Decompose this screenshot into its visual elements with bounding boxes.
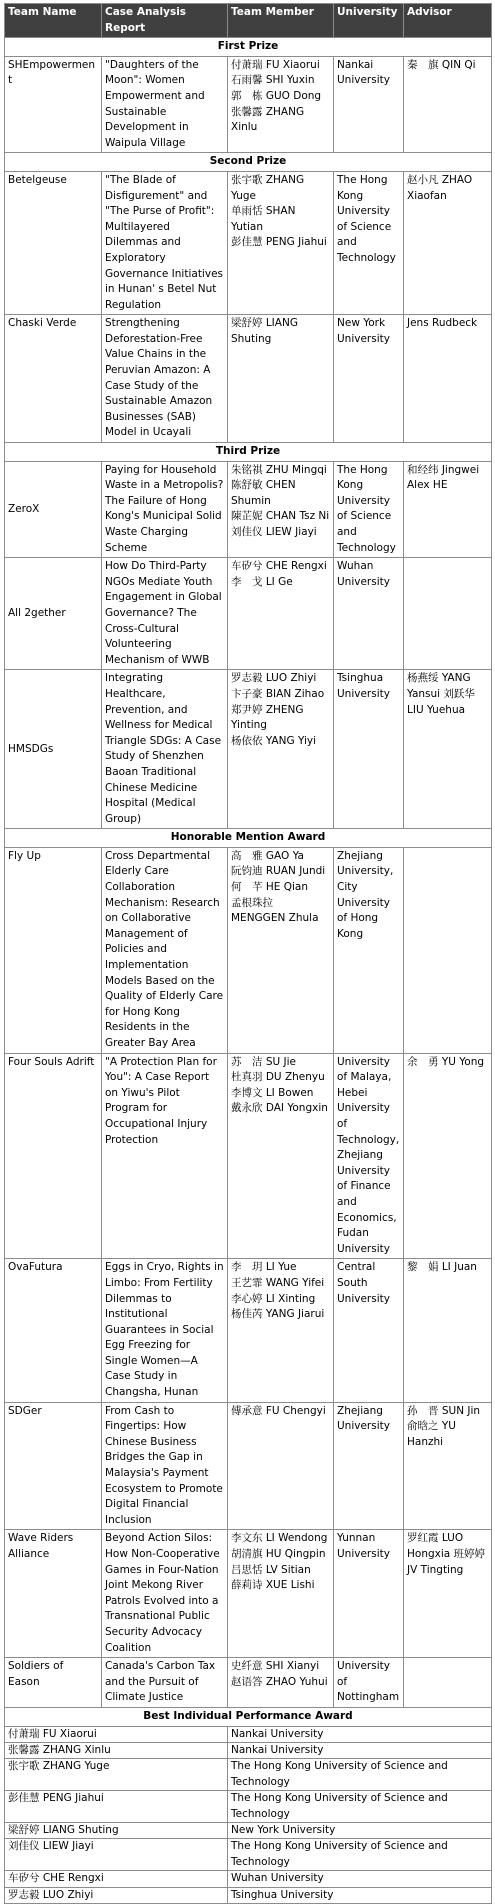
team-name-cell: ZeroX <box>5 461 102 558</box>
case-report-cell: "Daughters of the Moon": Women Empowerment and Sustainable Development in Waipula Village <box>102 56 228 153</box>
team-name-cell: Soldiers of Eason <box>5 1658 102 1708</box>
team-member: 吕思恬 LV Sitian <box>231 1563 311 1576</box>
table-row <box>5 670 492 829</box>
university-cell: Nankai University <box>334 56 404 153</box>
team-member: 陳芷妮 CHAN Tsz Ni <box>231 510 330 523</box>
header-advisor: Advisor <box>404 4 492 38</box>
header-case-report: Case Analysis Report <box>102 4 228 38</box>
advisor-cell: Jens Rudbeck <box>404 315 492 443</box>
team-member: 李博文 LI Bowen <box>231 1086 314 1099</box>
awardee-university-cell: Tsinghua University <box>228 1887 492 1903</box>
case-report-cell: Paying for Household Waste in a Metropolis? The Failure of Hong Kong's Municipal Solid Waste Charging Scheme <box>102 461 228 558</box>
awardee-name-cell: 梁舒婷 LIANG Shuting <box>5 1822 228 1838</box>
header-university: University <box>334 4 404 38</box>
team-member-cell <box>228 558 334 670</box>
university-cell: Central South University <box>334 1259 404 1402</box>
header-team-member: Team Member <box>228 4 334 38</box>
case-report-cell: From Cash to Fingertips: How Chinese Business Bridges the Gap in Malaysia's Payment Ecosystem to Promote Digital Financial Inclusion <box>102 1402 228 1530</box>
case-report-cell: "The Blade of Disfigurement" and "The Purse of Profit": Multilayered Dilemmas and Exploratory Governance Initiatives in Hunan' s Betel Nut Regulation <box>102 171 228 314</box>
team-member: 张馨露 ZHANG Xinlu <box>231 105 305 134</box>
awardee-name-cell: 车矽兮 CHE Rengxi <box>5 1871 228 1887</box>
table-row <box>5 1259 492 1402</box>
team-member-cell <box>228 1658 334 1708</box>
team-member: 梁舒婷 LIANG Shuting <box>231 317 298 345</box>
case-report-cell: "A Protection Plan for You": A Case Report on Yiwu's Pilot Program for Occupational Injury Protection <box>102 1053 228 1259</box>
team-member: 单雨恬 SHAN Yutian <box>231 205 296 233</box>
team-name-cell: OvaFutura <box>5 1259 102 1402</box>
awardee-university-cell: Nankai University <box>228 1726 492 1742</box>
team-member: 王艺霏 WANG Yifei <box>231 1276 325 1289</box>
awardee-university-cell: The Hong Kong University of Science and Technology <box>228 1791 492 1823</box>
team-member-cell <box>228 56 334 153</box>
awardee-name-cell: 张宇歌 ZHANG Yuge <box>5 1759 228 1791</box>
team-member: 胡清旗 HU Qingpin <box>231 1548 326 1560</box>
university-cell: Tsinghua University <box>334 670 404 829</box>
advisor-cell <box>404 558 492 670</box>
awardee-university-cell: The Hong Kong University of Science and Technology <box>228 1759 492 1791</box>
table-row <box>5 558 492 670</box>
team-member-cell <box>228 315 334 443</box>
team-member-cell <box>228 1053 334 1259</box>
team-member: 杨依依 YANG Yiyi <box>231 734 317 747</box>
team-member: 薛莉诗 XUE Lishi <box>231 1579 315 1592</box>
team-member: 付萧瑞 FU Xiaorui <box>231 58 320 71</box>
table-row <box>5 315 492 443</box>
individual-award-row <box>5 1742 492 1758</box>
team-member: 罗志毅 LUO Zhiyi <box>231 672 317 685</box>
section-heading-row <box>5 829 492 848</box>
team-member: 郭 栋 GUO Dong <box>231 89 322 102</box>
team-member: 戴永欣 DAI Yongxin <box>231 1102 328 1115</box>
team-member: 石雨馨 SHI Yuxin <box>231 74 315 87</box>
team-member-cell <box>228 1402 334 1530</box>
team-name-cell: Chaski Verde <box>5 315 102 443</box>
table-row <box>5 56 492 153</box>
team-member: 刘佳仪 LIEW Jiayi <box>231 526 317 538</box>
team-member-cell <box>228 670 334 829</box>
table-row <box>5 1658 492 1708</box>
case-report-cell: Cross Departmental Elderly Care Collaboration Mechanism: Research on Collaborative Management of Policies and Implementation Models Based on the Quality of Elderly Care for Hong Kong Residents in the Greater Bay Area <box>102 847 228 1053</box>
case-report-cell: Strengthening Deforestation-Free Value Chains in the Peruvian Amazon: A Case Study of the Sustainable Amazon Businesses (SAB) Model in Ucayali <box>102 315 228 443</box>
university-cell: University of Malaya, Hebei University of Technology, Zhejiang University of Finance and Economics, Fudan University <box>334 1053 404 1259</box>
advisor-cell: 赵小凡 ZHAO Xiaofan <box>404 171 492 314</box>
case-report-cell: Eggs in Cryo, Rights in Limbo: From Fertility Dilemmas to Institutional Guarantees in Social Egg Freezing for Single Women—A Case Study in Changsha, Hunan <box>102 1259 228 1402</box>
team-member: 陈舒敏 CHEN Shumin <box>231 479 296 507</box>
team-member: 孟根珠拉 MENGGEN Zhula <box>231 896 319 925</box>
university-cell: New York University <box>334 315 404 443</box>
advisor-cell <box>404 1658 492 1708</box>
advisor-cell: 和经纬 Jingwei Alex HE <box>404 461 492 558</box>
section-title: Best Individual Performance Award <box>5 1707 492 1726</box>
team-member: 史纤意 SHI Xianyi <box>231 1660 320 1673</box>
team-name-cell: Fly Up <box>5 847 102 1053</box>
advisor-cell: 孙 晋 SUN Jin 俞晗之 YU Hanzhi <box>404 1402 492 1530</box>
team-member: 李心婷 LI Xinting <box>231 1292 316 1305</box>
team-member: 朱铭祺 ZHU Mingqi <box>231 463 327 476</box>
team-name-cell: SDGer <box>5 1402 102 1530</box>
awardee-name-cell: 罗志毅 LUO Zhiyi <box>5 1887 228 1903</box>
awardee-university-cell: Nankai University <box>228 1742 492 1758</box>
advisor-cell: 余 勇 YU Yong <box>404 1053 492 1259</box>
table-body <box>5 38 492 1904</box>
team-member-cell <box>228 847 334 1053</box>
team-member: 阮钧迪 RUAN Jundi <box>231 865 326 878</box>
team-member-cell <box>228 1530 334 1658</box>
team-member: 何 芊 HE Qian <box>231 881 308 894</box>
team-name-cell: Four Souls Adrift <box>5 1053 102 1259</box>
team-member: 李 玥 LI Yue <box>231 1261 297 1274</box>
case-report-cell: Integrating Healthcare, Prevention, and Wellness for Medical Triangle SDGs: A Case Study of Shenzhen Baoan Traditional Chinese Medicine Hospital (Medical Group) <box>102 670 228 829</box>
university-cell: Yunnan University <box>334 1530 404 1658</box>
team-member: 张宇歌 ZHANG Yuge <box>231 173 305 202</box>
case-report-cell: How Do Third-Party NGOs Mediate Youth Engagement in Global Governance? The Cross-Cultural Volunteering Mechanism of WWB <box>102 558 228 670</box>
awardee-name-cell: 张馨露 ZHANG Xinlu <box>5 1742 228 1758</box>
team-member: 赵语答 ZHAO Yuhui <box>231 1675 328 1688</box>
university-cell: Wuhan University <box>334 558 404 670</box>
individual-award-row <box>5 1839 492 1871</box>
team-member: 李 戈 LI Ge <box>231 575 293 588</box>
team-member-cell <box>228 1259 334 1402</box>
section-title: Second Prize <box>5 153 492 172</box>
team-member-cell <box>228 171 334 314</box>
table-row <box>5 1053 492 1259</box>
advisor-cell: 杨燕绥 YANG Yansui 刘跃华 LIU Yuehua <box>404 670 492 829</box>
individual-award-row <box>5 1791 492 1823</box>
team-member: 彭佳慧 PENG Jiahui <box>231 236 327 249</box>
awardee-name-cell: 刘佳仪 LIEW Jiayi <box>5 1839 228 1871</box>
university-cell: University of Nottingham <box>334 1658 404 1708</box>
team-member: 杨佳芮 YANG Jiarui <box>231 1308 325 1321</box>
section-title: First Prize <box>5 38 492 57</box>
university-cell: The Hong Kong University of Science and Technology <box>334 461 404 558</box>
section-title: Honorable Mention Award <box>5 829 492 848</box>
team-member: 车矽兮 CHE Rengxi <box>231 560 327 573</box>
advisor-cell <box>404 847 492 1053</box>
university-cell: The Hong Kong University of Science and Technology <box>334 171 404 314</box>
table-row <box>5 1530 492 1658</box>
team-member: 高 雅 GAO Ya <box>231 849 304 862</box>
team-member: 苏 洁 SU Jie <box>231 1055 296 1068</box>
team-member: 李文东 LI Wendong <box>231 1532 328 1545</box>
table-header <box>5 4 492 38</box>
section-title: Third Prize <box>5 443 492 462</box>
team-member-cell <box>228 461 334 558</box>
case-report-cell: Beyond Action Silos: How Non-Cooperative Games in Four-Nation Joint Mekong River Patrols Evolved into a Transnational Public Security Advocacy Coalition <box>102 1530 228 1658</box>
section-heading-row <box>5 153 492 172</box>
team-name-cell: Betelgeuse <box>5 171 102 314</box>
awardee-university-cell: Wuhan University <box>228 1871 492 1887</box>
awardee-name-cell: 付萧瑞 FU Xiaorui <box>5 1726 228 1742</box>
awardee-name-cell: 彭佳慧 PENG Jiahui <box>5 1791 228 1823</box>
table-row <box>5 847 492 1053</box>
university-cell: Zhejiang University, City University of Hong Kong <box>334 847 404 1053</box>
header-team-name: Team Name <box>5 4 102 38</box>
university-cell: Zhejiang University <box>334 1402 404 1530</box>
individual-award-row <box>5 1887 492 1903</box>
team-name-cell: All 2gether <box>5 558 102 670</box>
individual-award-row <box>5 1726 492 1742</box>
table-row <box>5 461 492 558</box>
table-row <box>5 1402 492 1530</box>
individual-award-row <box>5 1822 492 1838</box>
advisor-cell: 罗红霞 LUO Hongxia 班婷婷 JV Tingting <box>404 1530 492 1658</box>
individual-award-row <box>5 1871 492 1887</box>
section-heading-row <box>5 1707 492 1726</box>
team-member: 卞子豪 BIAN Zihao <box>231 687 325 700</box>
awards-table <box>4 3 492 1904</box>
team-name-cell: SHEmpowerment <box>5 56 102 153</box>
team-name-cell: HMSDGs <box>5 670 102 829</box>
individual-award-row <box>5 1759 492 1791</box>
case-report-cell: Canada's Carbon Tax and the Pursuit of Climate Justice <box>102 1658 228 1708</box>
team-member: 傅承意 FU Chengyi <box>231 1404 326 1417</box>
awardee-university-cell: The Hong Kong University of Science and Technology <box>228 1839 492 1871</box>
advisor-cell: 黎 娟 LI Juan <box>404 1259 492 1402</box>
header-row <box>5 4 492 38</box>
awardee-university-cell: New York University <box>228 1822 492 1838</box>
team-member: 杜真羽 DU Zhenyu <box>231 1071 325 1084</box>
section-heading-row <box>5 38 492 57</box>
team-name-cell: Wave Riders Alliance <box>5 1530 102 1658</box>
advisor-cell: 秦 旗 QIN Qi <box>404 56 492 153</box>
team-member: 郑尹婷 ZHENG Yinting <box>231 703 304 732</box>
table-row <box>5 171 492 314</box>
section-heading-row <box>5 443 492 462</box>
